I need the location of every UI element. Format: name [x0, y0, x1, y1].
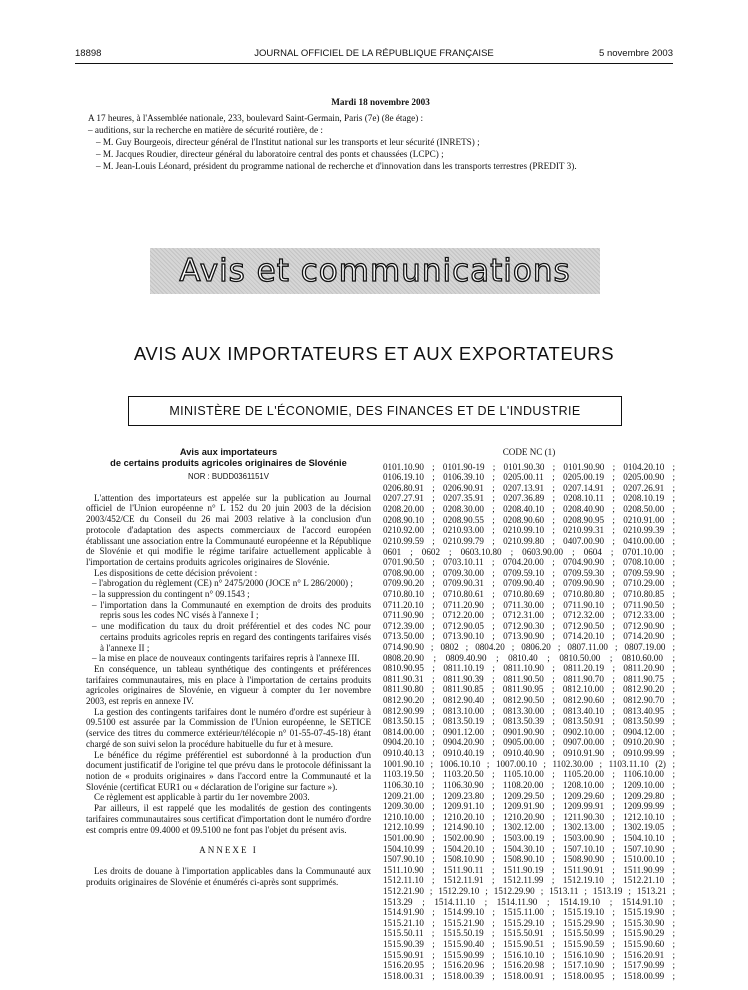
list-item: – la suppression du contingent n° 09.1543 ;	[92, 589, 250, 600]
code-line: 1106.30.10 ; 1106.30.90 ; 1108.20.00 ; 1208.10.00 ; 1209.10.00 ;	[383, 779, 675, 790]
code-line: 1514.91.90 ; 1514.99.10 ; 1515.11.00 ; 1515.19.10 ; 1515.19.90 ;	[383, 907, 675, 918]
code-line: 1512.21.90 ; 1512.29.10 ; 1512.29.90 ; 1513.11 ; 1513.19 ; 1513.21 ;	[383, 886, 675, 896]
code-line: 0712.39.00 ; 0712.90.05 ; 0712.90.30 ; 0712.90.50 ; 0712.90.90 ;	[383, 620, 675, 631]
code-line: 0208.20.00 ; 0208.30.00 ; 0208.40.10 ; 0208.40.90 ; 0208.50.00 ;	[383, 504, 675, 515]
code-line: 0208.90.10 ; 0208.90.55 ; 0208.90.60 ; 0208.90.95 ; 0210.91.00 ;	[383, 514, 675, 525]
journal-title: JOURNAL OFFICIEL DE LA RÉPUBLIQUE FRANÇAISE	[254, 48, 494, 59]
code-line: 1518.00.31 ; 1518.00.39 ; 1518.00.91 ; 1518.00.95 ; 1518.00.99 ;	[383, 970, 675, 981]
paragraph: La gestion des contingents tarifaires dont le numéro d'ordre est supérieur à 09.5100 est assurée par la Commission de l'Union européenne, le SETICE (service des titres du commerce extérieur/télécopie n° 01-55-07-45-18) étant chargé de son suivi selon la procédure habituelle du fur et à mesure.	[86, 706, 371, 749]
code-line: 0714.90.90 ; 0802 ; 0804.20 ; 0806.20 ; 0807.11.00 ; 0807.19.00 ;	[383, 641, 675, 652]
header-rule	[75, 63, 673, 64]
paragraph: Le bénéfice du régime préférentiel est subordonné à la production d'un document justificatif de l'origine tel que prévu dans le protocole définissant la notion de « produits originaires » dans l'accord entre la Communauté et la Slovénie (certificat EUR1 ou « déclaration de l'origine sur facture »).	[86, 749, 371, 792]
paragraph: Les droits de douane à l'importation applicables dans la Communauté aux produits originaires de Slovénie et énumérés ci-après sont supprimés.	[86, 865, 371, 887]
code-line: 0810.90.95 ; 0811.10.19 ; 0811.10.90 ; 0811.20.19 ; 0811.20.90 ;	[383, 663, 675, 674]
code-line: 0812.90.20 ; 0812.90.40 ; 0812.90.50 ; 0812.90.60 ; 0812.90.70 ;	[383, 695, 675, 706]
banner-title: Avis et communications	[179, 253, 571, 289]
code-line: 1501.00.90 ; 1502.00.90 ; 1503.00.19 ; 1503.00.90 ; 1504.10.10 ;	[383, 832, 675, 843]
paragraph: Ce règlement est applicable à partir du 1er novembre 2003.	[94, 792, 310, 803]
code-line: 0713.50.00 ; 0713.90.10 ; 0713.90.90 ; 0714.20.10 ; 0714.20.90 ;	[383, 631, 675, 642]
code-line: 1210.10.00 ; 1210.20.10 ; 1210.20.90 ; 1211.90.30 ; 1212.10.10 ;	[383, 811, 675, 822]
code-line: 0808.20.90 ; 0809.40.90 ; 0810.40 ; 0810.50.00 ; 0810.60.00 ;	[383, 652, 675, 663]
paragraph: En conséquence, un tableau synthétique des contingents et préférences tarifaires communautaires, mis en place à l'importation de certains produits agricoles originaires de Slovénie, en vigueur à compter du 1er novembre 2003, est repris en annexe IV.	[86, 663, 371, 707]
page-header	[75, 48, 673, 62]
code-line: 0910.40.13 ; 0910.40.19 ; 0910.40.90 ; 0910.91.90 ; 0910.99.99 ;	[383, 748, 675, 759]
paragraph: L'attention des importateurs est appelée sur la publication au Journal officiel de l'Union européenne n° L 152 du 20 juin 2003 de la décision 2003/452/CE du Conseil du 26 mai 2003 relative à la conclusion d'un protocole d'adaptation des aspects commerciaux de l'accord européen établissant une association entre la Communauté européenne et la République de Slovénie et qui modifie le régime tarifaire actuellement applicable à l'importation de certains produits agricoles originaires de Slovénie.	[86, 492, 371, 567]
code-line: 1504.10.99 ; 1504.20.10 ; 1504.30.10 ; 1507.10.10 ; 1507.10.90 ;	[383, 843, 675, 854]
code-line: 1511.10.90 ; 1511.90.11 ; 1511.90.19 ; 1511.90.91 ; 1511.90.99 ;	[383, 864, 675, 875]
issue-date: 5 novembre 2003	[599, 48, 673, 59]
list-item: – la mise en place de nouveaux contingents tarifaires repris à l'annexe III.	[92, 653, 360, 664]
agenda-block	[88, 96, 673, 172]
agenda-line: – M. Jean-Louis Léonard, président du programme national de recherche et d'innovation dans les transports terrestres (PREDIT 3).	[96, 161, 577, 171]
page-number: 18898	[75, 48, 102, 59]
code-line: 1212.10.99 ; 1214.90.10 ; 1302.12.00 ; 1302.13.00 ; 1302.19.05 ;	[383, 822, 675, 833]
code-line: 0812.90.99 ; 0813.10.00 ; 0813.30.00 ; 0813.40.10 ; 0813.40.95 ;	[383, 705, 675, 716]
code-line: 0711.90.90 ; 0712.20.00 ; 0712.31.00 ; 0712.32.00 ; 0712.33.00 ;	[383, 610, 675, 621]
code-line: 0210.92.00 ; 0210.93.00 ; 0210.99.10 ; 0210.99.31 ; 0210.99.39 ;	[383, 525, 675, 536]
code-line: 0710.80.10 ; 0710.80.61 ; 0710.80.69 ; 0710.80.80 ; 0710.80.85 ;	[383, 588, 675, 599]
agenda-line: A 17 heures, à l'Assemblée nationale, 233, boulevard Saint-Germain, Paris (7e) (8e étage) :	[88, 113, 424, 123]
code-line: 0813.50.15 ; 0813.50.19 ; 0813.50.39 ; 0813.50.91 ; 0813.50.99 ;	[383, 716, 675, 727]
paragraph: Par ailleurs, il est rappelé que les modalités de gestion des contingents tarifaires communautaires sous certificat d'importation dont le numéro d'ordre est compris entre 09.4000 et 09.5100 ne font pas l'objet du présent avis.	[86, 803, 371, 835]
code-line: 1209.30.00 ; 1209.91.10 ; 1209.91.90 ; 1209.99.91 ; 1209.99.99 ;	[383, 801, 675, 812]
agenda-line: – auditions, sur la recherche en matière de sécurité routière, de :	[88, 125, 323, 135]
code-line: 0811.90.31 ; 0811.90.39 ; 0811.90.50 ; 0811.90.70 ; 0811.90.75 ;	[383, 673, 675, 684]
code-line: 0814.00.00 ; 0901.12.00 ; 0901.90.90 ; 0902.10.00 ; 0904.12.00 ;	[383, 726, 675, 737]
agenda-line: – M. Guy Bourgeois, directeur général de l'Institut national sur les transports et leur sécurité (INRETS) ;	[96, 137, 480, 147]
code-line: 1515.90.39 ; 1515.90.40 ; 1515.90.51 ; 1515.90.59 ; 1515.90.60 ;	[383, 939, 675, 950]
list-item: – l'importation dans la Communauté en exemption de droits des produits repris sous les codes NC visés à l'annexe I ;	[92, 599, 371, 621]
code-line: 0811.90.80 ; 0811.90.85 ; 0811.90.95 ; 0812.10.00 ; 0812.90.20 ;	[383, 684, 675, 695]
code-line: 0701.90.50 ; 0703.10.11 ; 0704.20.00 ; 0704.90.90 ; 0708.10.00 ;	[383, 557, 675, 568]
code-line: 1515.21.10 ; 1515.21.90 ; 1515.29.10 ; 1515.29.90 ; 1515.30.90 ;	[383, 917, 675, 928]
code-line: 1209.21.00 ; 1209.23.80 ; 1209.29.50 ; 1209.29.60 ; 1209.29.80 ;	[383, 790, 675, 801]
code-line: 1001.90.10 ; 1006.10.10 ; 1007.00.10 ; 1102.30.00 ; 1103.11.10 (2) ;	[383, 758, 675, 769]
code-line: 0711.20.10 ; 0711.20.90 ; 0711.30.00 ; 0711.90.10 ; 0711.90.50 ;	[383, 599, 675, 610]
code-line: 0601 ; 0602 ; 0603.10.80 ; 0603.90.00 ; 0604 ; 0701.10.00 ;	[383, 546, 675, 557]
notice-subtitle: de certains produits agricoles originaires de Slovénie	[110, 457, 347, 468]
agenda-line: – M. Jacques Roudier, directeur général du laboratoire central des ponts et chaussées (LCPC) ;	[96, 149, 444, 159]
ministry-name: MINISTÈRE DE L'ÉCONOMIE, DES FINANCES ET DE L'INDUSTRIE	[169, 404, 581, 418]
code-line: 0709.90.20 ; 0709.90.31 ; 0709.90.40 ; 0709.90.90 ; 0710.29.00 ;	[383, 578, 675, 589]
section-banner	[150, 248, 600, 294]
code-line: 1513.29 ; 1514.11.10 ; 1514.11.90 ; 1514.19.10 ; 1514.91.10 ;	[383, 896, 675, 907]
code-line: 0210.99.59 ; 0210.99.79 ; 0210.99.80 ; 0407.00.90 ; 0410.00.00 ;	[383, 535, 675, 546]
right-column	[383, 447, 675, 981]
code-header: CODE NC (1)	[502, 447, 556, 457]
left-column	[86, 447, 371, 887]
ministry-box	[128, 396, 622, 426]
agenda-day: Mardi 18 novembre 2003	[331, 97, 430, 107]
code-line: 0101.10.90 ; 0101.90-19 ; 0101.90.30 ; 0101.90.90 ; 0104.20.10 ;	[383, 461, 675, 472]
code-line: 0206.80.91 ; 0206.90.91 ; 0207.13.91 ; 0207.14.91 ; 0207.26.91 ;	[383, 482, 675, 493]
list-item: – l'abrogation du règlement (CE) n° 2475/2000 (JOCE n° L 286/2000) ;	[92, 578, 353, 589]
code-line: 1515.90.91 ; 1515.90.99 ; 1516.10.10 ; 1516.10.90 ; 1516.20.91 ;	[383, 949, 675, 960]
list-item: – une modification du taux du droit préférentiel et des codes NC pour certains produits agricoles repris en regard des contingents tarifaires visés à l'annexe II ;	[92, 621, 371, 653]
annex-title: ANNEXE I	[199, 845, 258, 856]
nor-reference: NOR : BUDD0361151V	[188, 472, 269, 481]
code-line: 0106.19.10 ; 0106.39.10 ; 0205.00.11 ; 0205.00.19 ; 0205.00.90 ;	[383, 472, 675, 483]
section-title: AVIS AUX IMPORTATEURS ET AUX EXPORTATEURS	[133, 343, 615, 364]
code-line: 0904.20.10 ; 0904.20.90 ; 0905.00.00 ; 0907.00.00 ; 0910.20.90 ;	[383, 737, 675, 748]
code-line: 0207.27.91 ; 0207.35.91 ; 0207.36.89 ; 0208.10.11 ; 0208.10.19 ;	[383, 493, 675, 504]
code-line: 1103.19.50 ; 1103.20.50 ; 1105.10.00 ; 1105.20.00 ; 1106.10.00 ;	[383, 769, 675, 780]
code-line: 1516.20.95 ; 1516.20.96 ; 1516.20.98 ; 1517.10.90 ; 1517.90.99 ;	[383, 960, 675, 971]
paragraph: Les dispositions de cette décision prévoient :	[94, 567, 258, 578]
notice-title: Avis aux importateurs	[179, 447, 278, 457]
code-line: 1512.11.10 ; 1512.11.91 ; 1512.11.99 ; 1512.19.10 ; 1512.21.10 ;	[383, 875, 675, 886]
code-line: 1507.90.10 ; 1508.10.90 ; 1508.90.10 ; 1508.90.90 ; 1510.00.10 ;	[383, 854, 675, 865]
code-line: 0708.90.00 ; 0709.30.00 ; 0709.59.10 ; 0709.59.30 ; 0709.59.90 ;	[383, 567, 675, 578]
code-line: 1515.50.11 ; 1515.50.19 ; 1515.50.91 ; 1515.50.99 ; 1515.90.29 ;	[383, 928, 675, 939]
code-list	[383, 462, 675, 982]
